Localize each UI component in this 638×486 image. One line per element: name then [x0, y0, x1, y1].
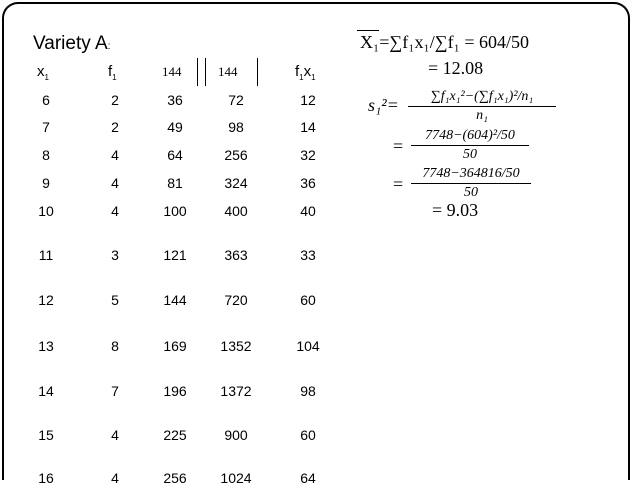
fraction-bar [411, 183, 531, 184]
table-cell-x: 11 [38, 247, 54, 263]
table-cell-f: 7 [111, 383, 119, 399]
table-cell-x2: 49 [167, 119, 183, 135]
header-f-sub: 1 [112, 73, 117, 82]
table-cell-f: 4 [111, 175, 119, 191]
step3-fraction [411, 166, 531, 201]
table-cell-f: 4 [111, 427, 119, 443]
image-header-x2 [158, 58, 273, 86]
header-x-sub: 1 [44, 73, 49, 82]
table-cell-x2: 121 [163, 247, 187, 263]
table-cell-fx: 64 [300, 470, 316, 486]
slide-frame [2, 2, 630, 480]
header-fx-x: x [303, 63, 312, 80]
table-cell-fx: 40 [300, 203, 316, 219]
table-cell-fx2: 1024 [220, 470, 252, 486]
table-cell-fx: 60 [300, 427, 316, 443]
step2-numerator: 7748−(604)²/50 [425, 128, 515, 143]
header-fx-f-sub: 1 [299, 73, 304, 82]
table-cell-fx: 32 [300, 147, 316, 163]
table-cell-x: 12 [38, 292, 54, 308]
table-cell-x: 13 [38, 338, 54, 354]
mean-result: = 12.08 [428, 58, 484, 78]
table-cell-x2: 144 [163, 292, 187, 308]
step3-numerator: 7748−364816/50 [422, 166, 520, 181]
table-cell-x: 10 [38, 203, 54, 219]
equals-sign: = [393, 136, 404, 156]
table-cell-fx2: 363 [224, 247, 248, 263]
table-cell-x: 16 [38, 470, 54, 486]
table-cell-fx: 98 [300, 383, 316, 399]
table-cell-x2: 169 [163, 338, 187, 354]
header-divider [257, 58, 258, 86]
table-cell-fx: 12 [300, 92, 316, 108]
table-cell-fx: 104 [296, 338, 320, 354]
table-cell-x2: 196 [163, 383, 187, 399]
variance-result: = 9.03 [432, 200, 479, 220]
table-cell-x: 6 [42, 92, 50, 108]
table-cell-x: 9 [42, 175, 50, 191]
table-cell-fx: 36 [300, 175, 316, 191]
table-cell-x: 7 [42, 119, 50, 135]
fraction-bar [411, 145, 529, 146]
table-cell-x2: 81 [167, 175, 183, 191]
table-cell-fx2: 256 [224, 147, 248, 163]
header-f-label: f [108, 63, 113, 80]
table-cell-fx: 60 [300, 292, 316, 308]
table-cell-x: 15 [38, 427, 54, 443]
table-cell-f: 8 [111, 338, 119, 354]
table-cell-fx2: 400 [224, 203, 248, 219]
table-cell-fx2: 1372 [220, 383, 252, 399]
header-fx [295, 63, 316, 82]
header-fx-x-sub: 1 [311, 73, 316, 82]
mean-formula: X₁=∑f₁x₁/∑f₁ = 604/50 [360, 32, 530, 52]
slide-title [33, 33, 110, 55]
variance-denominator: n₁ [476, 108, 488, 123]
table-cell-fx: 33 [300, 247, 316, 263]
table-cell-f: 3 [111, 247, 119, 263]
table-cell-x2: 100 [163, 203, 187, 219]
table-cell-fx: 14 [300, 119, 316, 135]
table-cell-fx2: 98 [228, 119, 244, 135]
image-header-fx2-label: 144 [218, 64, 238, 79]
title-colon: : [107, 41, 111, 52]
variance-fraction [408, 89, 556, 124]
table-cell-f: 4 [111, 147, 119, 163]
table-cell-f: 5 [111, 292, 119, 308]
table-cell-fx2: 900 [224, 427, 248, 443]
table-cell-x: 8 [42, 147, 50, 163]
header-x [37, 63, 49, 82]
fraction-bar [408, 106, 556, 107]
header-f [108, 63, 117, 82]
header-divider [197, 58, 198, 86]
variance-label: s₁²= [368, 95, 399, 115]
mean-overbar [357, 30, 379, 31]
header-divider [205, 58, 206, 86]
variance-numerator: ∑f₁x₁²−(∑f₁x₁)²/n₁ [430, 89, 534, 104]
header-fx-f: f [295, 63, 300, 80]
step3-denominator: 50 [464, 185, 478, 200]
image-header-x2-label: 144 [162, 64, 182, 79]
table-cell-fx2: 72 [228, 92, 244, 108]
table-cell-x: 14 [38, 383, 54, 399]
table-cell-x2: 256 [163, 470, 187, 486]
header-x-label: x [37, 63, 45, 80]
equals-sign: = [393, 174, 404, 194]
step2-denominator: 50 [463, 147, 477, 162]
table-cell-x2: 225 [163, 427, 187, 443]
table-cell-f: 2 [111, 119, 119, 135]
table-cell-x2: 36 [167, 92, 183, 108]
step2-fraction [411, 128, 529, 163]
table-cell-f: 4 [111, 203, 119, 219]
table-cell-fx2: 720 [224, 292, 248, 308]
table-cell-f: 4 [111, 470, 119, 486]
table-cell-f: 2 [111, 92, 119, 108]
table-cell-fx2: 324 [224, 175, 248, 191]
table-cell-x2: 64 [167, 147, 183, 163]
table-cell-fx2: 1352 [220, 338, 252, 354]
title-text: Variety A [33, 33, 108, 54]
